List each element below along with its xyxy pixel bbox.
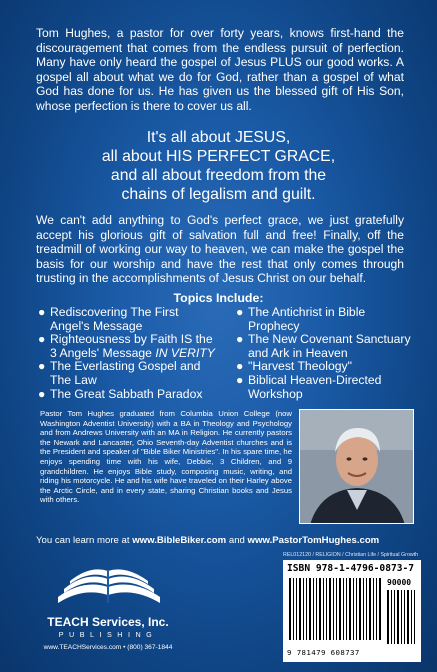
ean-digits: 9 781479 608737 xyxy=(287,648,360,657)
bullet-icon: ● xyxy=(38,305,46,319)
topics-list-left xyxy=(38,306,228,401)
category-label: REL012120 / RELIGION / Christian Life / Spiritual Growth xyxy=(283,552,419,558)
topic-item xyxy=(38,306,228,333)
topic-text: Righteousness by Faith IS the xyxy=(50,332,213,347)
topic-item xyxy=(38,333,228,360)
topic-item xyxy=(236,306,416,333)
headline-line: and all about freedom from the xyxy=(110,167,327,184)
grace-paragraph: We can't add anything to God's perfect grace, we just gratefully accept his glorious gift of salvation full and free! Finally, off the treadmill of working our way to heaven, we can make the gospel the basis for our worship and have the rest that only comes through trusting in the accomplishments of Jesus Christ on our behalf. xyxy=(36,213,404,286)
topic-item xyxy=(236,360,416,374)
bullet-icon: ● xyxy=(38,359,46,374)
headline-line: all about HIS PERFECT GRACE, xyxy=(101,148,336,165)
barcode-bar xyxy=(376,578,377,640)
barcode-bar xyxy=(359,578,361,640)
barcode-bar xyxy=(401,590,402,644)
barcode-bar xyxy=(336,578,337,640)
barcode-bar xyxy=(379,578,381,640)
topic-text: Rediscovering The First xyxy=(50,305,179,319)
topic-text: Angel's Message xyxy=(50,318,143,333)
bullet-icon: ● xyxy=(236,359,244,374)
barcode-bar xyxy=(303,578,304,640)
topic-text: "Harvest Theology" xyxy=(248,359,352,374)
topic-item xyxy=(236,374,416,401)
barcode-bar xyxy=(363,578,364,640)
author-bio: Pastor Tom Hughes graduated from Columbia Union College (now Washington Adventist University) with a BA in Theology and Psychology and from Andrews University with an MA in Religion. He currently pastors the Newark and Lancaster, Ohio Seventh-day Adventist churches and is the President and speaker of "Bible Biker Ministries". In his spare time, he enjoys spending time with his wife, Debbie, 3 Children, and 9 grandchildren. He enjoys Bible study, composing music, writing, and riding his motorcycle. He and his wife have traveled on their Harley above the Arctic Circle, and in every state, sharing Christian books and Jesus with others. xyxy=(40,409,292,505)
barcode-box xyxy=(283,560,421,662)
barcode-bar xyxy=(366,578,367,640)
barcode-bar xyxy=(319,578,321,640)
intro-paragraph: Tom Hughes, a pastor for over forty years, knows first-hand the discouragement that comes from the endless pursuit of perfection. Many have only heard the gospel of Jesus PLUS our good works. A gospel all about what we do for God, rather than a gospel of what God has done for us. He has given us the blessed gift of His Son, whose perfection is there to cover us all. xyxy=(36,26,404,113)
topic-text: The Law xyxy=(50,372,97,387)
addon-barcode-icon xyxy=(387,590,417,644)
barcode-bar xyxy=(323,578,324,640)
biblebiker-link[interactable]: www.BibleBiker.com xyxy=(132,535,227,546)
barcode-bar xyxy=(411,590,412,644)
barcode-bar xyxy=(309,578,311,640)
barcode-bar xyxy=(306,578,307,640)
barcode-bar xyxy=(346,578,347,640)
topic-text: The Great Sabbath Paradox xyxy=(50,386,203,401)
price-code: 90000 xyxy=(387,578,412,587)
topic-text: Prophecy xyxy=(248,318,300,333)
headline-line: It's all about JESUS, xyxy=(146,129,291,146)
topic-text: and Ark in Heaven xyxy=(248,345,348,360)
barcode-bar xyxy=(394,590,395,644)
bullet-icon: ● xyxy=(236,332,244,347)
bullet-icon: ● xyxy=(236,372,244,387)
topic-emphasis: IN VERITY xyxy=(155,345,215,360)
barcode-bar xyxy=(404,590,405,644)
topics-title: Topics Include: xyxy=(173,291,264,305)
barcode-bar xyxy=(391,590,392,644)
topic-text: The Everlasting Gospel and xyxy=(50,359,201,374)
barcode-bar xyxy=(326,578,327,640)
barcode-bar xyxy=(299,578,301,640)
isbn-text: ISBN 978-1-4796-0873-7 xyxy=(287,563,415,574)
barcode-bar xyxy=(289,578,291,640)
bullet-icon: ● xyxy=(38,386,46,401)
barcode-bar xyxy=(343,578,344,640)
learn-more-prefix: You can learn more at xyxy=(36,535,133,546)
barcode-bar xyxy=(407,590,409,644)
topic-text: Biblical Heaven-Directed xyxy=(248,372,382,387)
barcode-bar xyxy=(356,578,357,640)
topic-text: Workshop xyxy=(248,386,303,401)
author-photo xyxy=(299,409,414,524)
barcode-bar xyxy=(329,578,331,640)
author-portrait-icon xyxy=(300,410,414,524)
bullet-icon: ● xyxy=(236,305,244,319)
topic-item xyxy=(236,333,416,360)
topic-item xyxy=(38,360,228,387)
barcode-bar xyxy=(353,578,354,640)
publisher-contact: www.TEACHServices.com • (800) 367-1844 xyxy=(43,644,173,651)
barcode-bar xyxy=(316,578,317,640)
topic-item xyxy=(38,388,228,402)
barcode-bar xyxy=(414,590,415,644)
learn-more-and: and xyxy=(226,535,248,546)
topic-text: 3 Angels' Message xyxy=(50,345,152,360)
barcode-bar xyxy=(296,578,297,640)
barcode-bar xyxy=(293,578,294,640)
bullet-icon: ● xyxy=(38,332,46,347)
publisher-name: TEACH Services, Inc. xyxy=(47,615,169,629)
topics-list-right xyxy=(236,306,416,401)
pastortomhughes-link[interactable]: www.PastorTomHughes.com xyxy=(247,535,380,546)
barcode-bar xyxy=(333,578,334,640)
barcode-bar xyxy=(339,578,341,640)
ean-barcode-icon xyxy=(289,578,385,640)
barcode-bar xyxy=(349,578,351,640)
learn-more-line xyxy=(36,535,416,546)
topic-text: The Antichrist in Bible xyxy=(248,305,366,319)
topic-text: The New Covenant Sanctuary xyxy=(248,332,411,347)
headline-line: chains of legalism and guilt. xyxy=(121,186,316,203)
barcode-bar xyxy=(369,578,371,640)
publisher-logo xyxy=(38,557,178,667)
barcode-bar xyxy=(387,590,389,644)
barcode-bar xyxy=(373,578,374,640)
open-book-icon xyxy=(38,557,178,615)
author-bio-wrap xyxy=(40,409,292,505)
publisher-sub: PUBLISHING xyxy=(58,630,158,639)
barcode-bar xyxy=(313,578,314,640)
headline xyxy=(20,128,417,204)
barcode-bar xyxy=(397,590,399,644)
